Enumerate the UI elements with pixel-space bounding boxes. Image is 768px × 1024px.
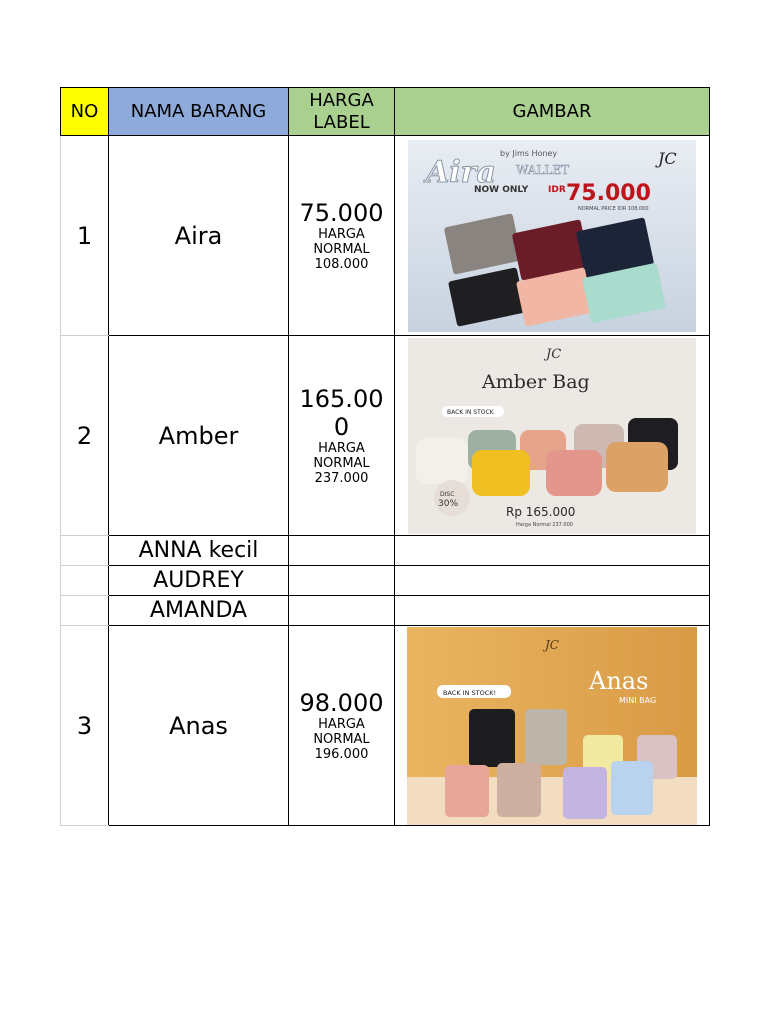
normal-price: 108.000 xyxy=(314,257,369,272)
row-no-empty xyxy=(61,566,109,596)
brand-text: Aira xyxy=(426,154,496,190)
badge-text: BACK IN STOCK! xyxy=(443,688,497,697)
logo-text: JC xyxy=(546,346,562,362)
table-row xyxy=(61,136,710,336)
title-text: Anas xyxy=(589,666,649,695)
image-cell-empty xyxy=(395,596,710,626)
offer-price-text: 75.000 xyxy=(566,180,651,206)
table-row xyxy=(61,566,710,596)
currency-text: IDR xyxy=(548,184,566,195)
byline-text: by Jims Honey xyxy=(500,148,558,158)
table-row xyxy=(61,596,710,626)
label-price: 98.000 xyxy=(299,689,384,717)
offer-text: NOW ONLY xyxy=(474,184,529,195)
sub-text: MINI BAG xyxy=(619,695,657,705)
product-name: Amber xyxy=(109,336,289,536)
image-cell xyxy=(395,626,710,826)
image-cell xyxy=(395,136,710,336)
price-cell xyxy=(289,626,395,826)
price-text: Rp 165.000 xyxy=(506,504,576,519)
header-price-line1: HARGA xyxy=(309,89,374,111)
aira-wallet-image xyxy=(408,140,696,332)
product-name: ANNA kecil xyxy=(109,536,289,566)
normal-label-2: NORMAL xyxy=(313,242,370,257)
product-table xyxy=(60,87,710,826)
price-cell xyxy=(289,336,395,536)
header-no: NO xyxy=(61,88,109,136)
title-text: Amber Bag xyxy=(482,370,590,393)
header-name: NAMA BARANG xyxy=(109,88,289,136)
header-price xyxy=(289,88,395,136)
normal-label-1: HARGA xyxy=(318,717,365,732)
image-cell-empty xyxy=(395,536,710,566)
disc-badge xyxy=(434,480,470,516)
normal-label-2: NORMAL xyxy=(313,732,370,747)
label-price-line2: 0 xyxy=(333,413,350,441)
normal-label-2: NORMAL xyxy=(313,456,370,471)
logo-text: JC xyxy=(545,637,559,652)
product-name: AUDREY xyxy=(109,566,289,596)
header-row xyxy=(61,88,710,136)
product-name: Anas xyxy=(109,626,289,826)
price-cell-empty xyxy=(289,566,395,596)
disc-value: 30% xyxy=(438,498,459,509)
disc-label: DISC xyxy=(440,490,455,498)
normal-label-1: HARGA xyxy=(318,441,365,456)
normal-price: 237.000 xyxy=(314,471,369,486)
header-price-line2: LABEL xyxy=(313,111,370,133)
table-row xyxy=(61,336,710,536)
header-image: GAMBAR xyxy=(395,88,710,136)
label-price-line1: 165.00 xyxy=(299,385,384,413)
product-name: AMANDA xyxy=(109,596,289,626)
price-cell-empty xyxy=(289,536,395,566)
normal-price: 196.000 xyxy=(314,747,369,762)
label-price: 75.000 xyxy=(299,199,384,227)
anas-bag-image xyxy=(407,627,697,825)
table-row xyxy=(61,626,710,826)
row-no-empty xyxy=(61,596,109,626)
normal-note-text: NORMAL PRICE IDR 108.000 xyxy=(578,205,649,212)
row-no: 1 xyxy=(61,136,109,336)
normal-label-1: HARGA xyxy=(318,227,365,242)
row-no: 2 xyxy=(61,336,109,536)
logo-text: JC xyxy=(658,148,677,168)
image-cell-empty xyxy=(395,566,710,596)
table-row xyxy=(61,536,710,566)
image-cell xyxy=(395,336,710,536)
sub-text: WALLET xyxy=(516,162,570,177)
badge-text: BACK IN STOCK xyxy=(447,408,494,416)
amber-bag-image xyxy=(408,338,696,534)
note-text: Harga Normal 237.000 xyxy=(516,521,573,528)
price-cell-empty xyxy=(289,596,395,626)
product-name: Aira xyxy=(109,136,289,336)
row-no: 3 xyxy=(61,626,109,826)
price-cell xyxy=(289,136,395,336)
row-no-empty xyxy=(61,536,109,566)
